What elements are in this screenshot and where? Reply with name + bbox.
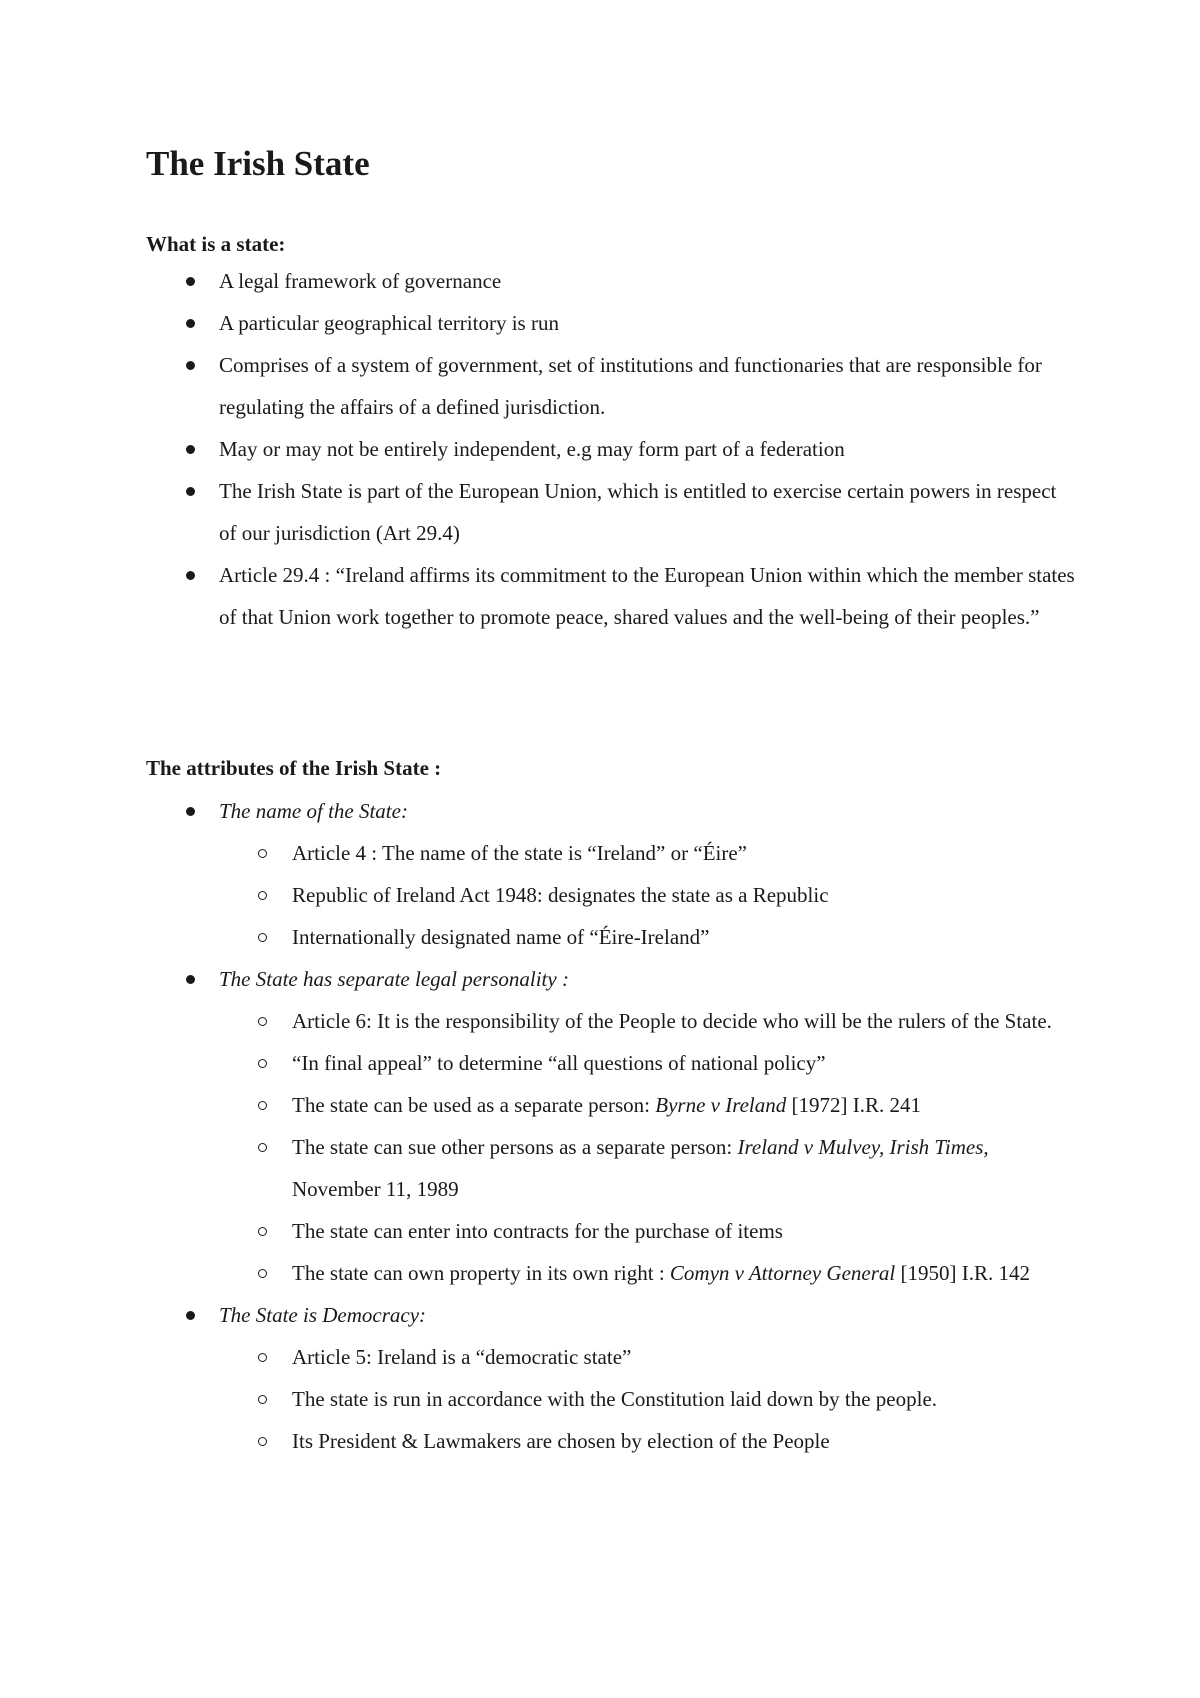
sub-list-item: Article 5: Ireland is a “democratic state” — [219, 1336, 1076, 1378]
hollow-bullet-icon — [258, 891, 267, 900]
hollow-bullet-icon — [258, 1269, 267, 1278]
sub-list-item: Internationally designated name of “Éire-Ireland” — [219, 916, 1076, 958]
sub-list — [146, 832, 1076, 958]
bullet-icon — [186, 487, 195, 496]
bullet-icon — [186, 319, 195, 328]
sub-list-item: “In final appeal” to determine “all questions of national policy” — [219, 1042, 1076, 1084]
sub-list-item: The state can be used as a separate person: Byrne v Ireland [1972] I.R. 241 — [219, 1084, 1076, 1126]
hollow-bullet-icon — [258, 1017, 267, 1026]
section-heading-attributes: The attributes of the Irish State : — [146, 756, 442, 780]
section-heading-what-is-a-state: What is a state: — [146, 232, 286, 256]
bullet-icon — [186, 361, 195, 370]
sub-list — [146, 1000, 1076, 1294]
sub-list-item: The state is run in accordance with the Constitution laid down by the people. — [219, 1378, 1076, 1420]
case-citation: Ireland v Mulvey, Irish Times, — [737, 1135, 989, 1159]
case-citation: Comyn v Attorney General — [669, 1261, 896, 1285]
attribute-group-legal-personality: The State has separate legal personality : Article 6: It is the responsibility of the People to decide who will be the rulers of the State. “In final appeal” to determine “all questions of national policy” The state can be used as a separate person: Byrne v Ireland [1972] I.R. 241 The state can sue other persons as a separate person: Ireland v Mulvey, Irish Times, November 11, 1989 The state can enter into contracts for the purchase of items The state can own property in its own right : Comyn v Attorney General [1950] I.R. 142 — [146, 958, 1076, 1294]
page-title: The Irish State — [146, 144, 370, 183]
bullet-icon — [186, 807, 195, 816]
list-item: May or may not be entirely independent, e.g may form part of a federation — [146, 428, 1076, 470]
hollow-bullet-icon — [258, 1353, 267, 1362]
sub-list — [146, 1336, 1076, 1462]
hollow-bullet-icon — [258, 1227, 267, 1236]
bullet-icon — [186, 571, 195, 580]
sub-list-item: The state can own property in its own right : Comyn v Attorney General [1950] I.R. 142 — [219, 1252, 1076, 1294]
hollow-bullet-icon — [258, 1101, 267, 1110]
bullet-icon — [186, 1311, 195, 1320]
sub-list-item: Its President & Lawmakers are chosen by election of the People — [219, 1420, 1076, 1462]
sub-list-item: Article 6: It is the responsibility of the People to decide who will be the rulers of the State. — [219, 1000, 1076, 1042]
hollow-bullet-icon — [258, 933, 267, 942]
hollow-bullet-icon — [258, 1437, 267, 1446]
hollow-bullet-icon — [258, 849, 267, 858]
attribute-group-democracy: The State is Democracy: Article 5: Ireland is a “democratic state” The state is run in accordance with the Constitution laid down by the people. Its President & Lawmakers are chosen by election of the People — [146, 1294, 1076, 1462]
bullet-icon — [186, 975, 195, 984]
list-item: A legal framework of governance — [146, 260, 1076, 302]
attribute-group-name: The name of the State: Article 4 : The name of the state is “Ireland” or “Éire” Republic of Ireland Act 1948: designates the state as a Republic Internationally designated name of “Éire-Ireland” — [146, 790, 1076, 958]
sub-list-item: The state can enter into contracts for the purchase of items — [219, 1210, 1076, 1252]
hollow-bullet-icon — [258, 1059, 267, 1068]
list-item: A particular geographical territory is run — [146, 302, 1076, 344]
attributes-list — [146, 790, 1076, 1462]
what-is-a-state-list — [146, 260, 1076, 638]
sub-list-item: The state can sue other persons as a separate person: Ireland v Mulvey, Irish Times, November 11, 1989 — [219, 1126, 1076, 1210]
list-item: Article 29.4 : “Ireland affirms its commitment to the European Union within which the member states of that Union work together to promote peace, shared values and the well-being of their peoples.” — [146, 554, 1076, 638]
sub-list-item: Republic of Ireland Act 1948: designates the state as a Republic — [219, 874, 1076, 916]
list-item: The Irish State is part of the European Union, which is entitled to exercise certain powers in respect of our jurisdiction (Art 29.4) — [146, 470, 1076, 554]
bullet-icon — [186, 277, 195, 286]
list-item: Comprises of a system of government, set of institutions and functionaries that are responsible for regulating the affairs of a defined jurisdiction. — [146, 344, 1076, 428]
hollow-bullet-icon — [258, 1143, 267, 1152]
case-citation: Byrne v Ireland — [655, 1093, 787, 1117]
sub-list-item: Article 4 : The name of the state is “Ireland” or “Éire” — [219, 832, 1076, 874]
hollow-bullet-icon — [258, 1395, 267, 1404]
bullet-icon — [186, 445, 195, 454]
